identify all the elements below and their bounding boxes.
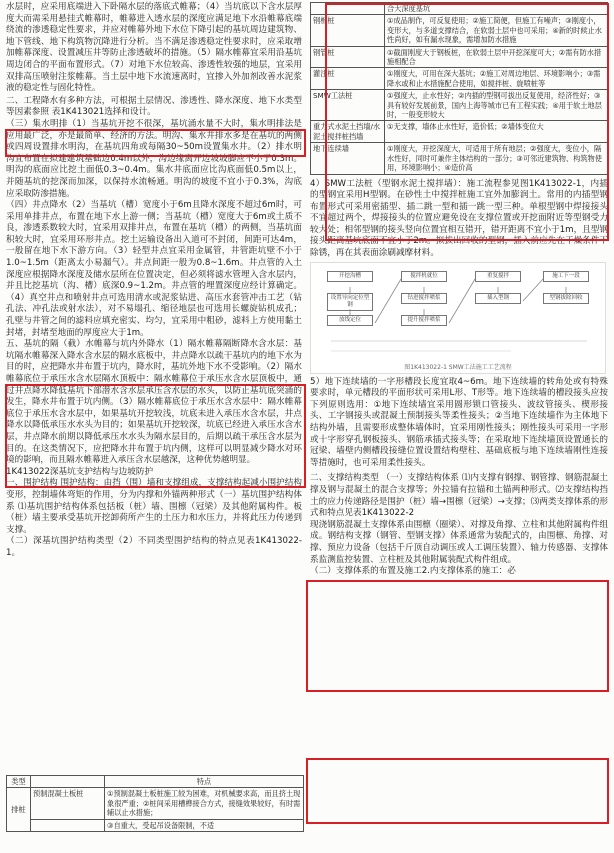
- table-cell-name: 预制混凝土板桩: [31, 788, 105, 819]
- diagram-caption: 图1K413022-1 SMW工法施工工艺流程: [404, 363, 512, 371]
- table-row: [311, 121, 608, 143]
- paragraph-waterproof-curtain: 水层时，应采用底端进入下卧隔水层的落底式帷幕；（4）当坑底以下含水层厚度大而需采用悬挂式帷幕时，帷幕进入透水层的深度应满足地下水沿帷幕底端绕流的渗透稳定性要求，并应对帷幕外地下水位下降引起的基坑周边建筑物、地下管线、地下构筑物沉降进行分析。当不满足渗透稳定性要求时，应采取增加帷幕深度、设置减压井等防止渗透破坏的措施。（5）隔水帷幕宜采用沿基坑周边闭合的平面布置形式。（7）对地下水位较高、渗透性较强的地层，宜采用双排高压喷射注浆帷幕。当土层中地下水流速离时，宜掺入外加剂改善水泥浆液的稳定性与固化特性。: [6, 2, 302, 94]
- flow-node: 设置导向定位型钢: [327, 293, 373, 311]
- paragraph-curtain-and-dewatering: 五、基坑的隔（截）水帷幕与坑内外降水（1）隔水帷幕隔断降水含水层：基坑隔水帷幕深入降水含水层的隔水底板中，井点降水以疏干基坑内的地下水为目的时，应把降水井布置于坑内，降水时，基坑外地下水不受影响。（2）隔水帷幕底位于承压水含水层隔水顶板中：隔水帷幕位于承压水含水层顶板中，通过井点降水降低基坑下部潜水含水层承压含水层的水头，以防止基坑底突涌的发生，降水井布置于坑内侧。（3）隔水帷幕底位于承压水含水层中：隔水帷幕底位于承压水含水层中，如果基坑开挖较浅，坑底未进入承压水含水层，井点降水以降低承压水水头为目的；如果基坑开挖较深，坑底已经进入承压水含水层，井点降水前期以降低承压水水头为隔水层目的，后期以疏干承压含水层为目的。在这类情况下，应把降水井布置于坑内侧，这样可以明显减少降水对环境的影响，而且隔水帷幕进入承压含水层越深，这种优势越明显。: [6, 339, 302, 466]
- paragraph-support-types: 二、支撑结构类型 （一）支撑结构体系 ⑴内支撑有钢撑、钢管撑、钢筋混凝土撑及钢与混凝土的混合支撑等；外拉锚有拉锚和土锚两种形式。⑵支撑结构挡土的应力传递路径是围护（桩）墙→围檩（冠梁）→支撑；⑶两类支撑体系的形式和特点见表1K413022-2: [310, 473, 608, 519]
- flow-node: 提升搅拌喷浆: [401, 315, 447, 326]
- table-row: [311, 90, 608, 121]
- section-heading-support-structure: 1K413022深基坑支护结构与边坡防护: [6, 466, 154, 477]
- paragraph-open-drainage: （三）集水明排（1）当基坑开挖不很深，基坑涌水量不大时，集水明排法是应用最广泛，亦是最简单、经济的方法。明沟、集水井排水多是在基坑的两侧或四周设置排水明沟，在基坑四角或每隔30~50m设置集水井。（2）排水明沟宜布置在拟建建筑基础边0.4m以外，沟边缘离开边坡坡脚应不小于0.3m。明沟的底面应比挖土面低0.3~0.4m。集水井底面应比沟底面低0.5m以上，并随基坑的挖深而加深，以保持水流畅通。明沟的坡度不宜小于0.3%，沟底应采取防渗措施。: [6, 118, 302, 199]
- table-row: [311, 15, 608, 46]
- left-column: [0, 0, 306, 560]
- smw-flow-diagram: [310, 262, 606, 374]
- flow-node: 钻进搅拌喷浆: [401, 293, 447, 304]
- table-cell-name: [31, 819, 105, 831]
- table-cell-desc: ①成品制作，可反复使用；②施工简便，但施工有噪声；③刚度小，变形大，与多道支撑结合，在软弱土层中也可采用；④新的时候止水性尚好，如有漏水现象，需增加防水措施: [385, 15, 608, 46]
- table-row: [7, 819, 304, 831]
- retaining-comparison-table: [310, 2, 608, 175]
- flow-node: 搅拌机就位: [401, 271, 447, 282]
- paragraph-retaining-structure: 一、围护结构 围护结构：由挡（围）墙和支撑组成，支撑结构起减小围护结构变形，控制墙体弯矩的作用，分为内撑和外锚两种形式（一）基坑围护结构体系 ⑴基坑围护结构体系包括板（桩）墙、围檩（冠梁）及其他附属构件。板（桩）墙主要承受基坑开挖卸荷所产生的土压力和水压力，并将此压力传递到支撑。: [6, 478, 302, 535]
- table-cell-name: 地下连续墙: [311, 143, 385, 174]
- flow-node: 插入型钢: [475, 293, 521, 304]
- table-header-features: 特点: [105, 776, 304, 788]
- paragraph-retaining-types: （二）深基坑围护结构类型（2）不同类型围护结构的特点见表1K413022-1。: [6, 536, 302, 558]
- table-cell-name: 灌注桩: [311, 68, 385, 90]
- table-cell-name: 钢板桩: [311, 15, 385, 46]
- flow-node: 放线定位: [327, 315, 373, 326]
- table-cell-desc: ①刚度大，开挖深度大，可适用于所有地层；②强度大，变位小，隔水性好，同时可兼作主体结构的一部分；③可邻近建筑物、构筑物使用，环境影响小；④造价高: [385, 143, 608, 174]
- retaining-types-table: [6, 775, 304, 832]
- table-cell-desc: ①截面刚度大于钢板桩，在软弱土层中开挖深度可大；②需有防水措施相配合: [385, 46, 608, 68]
- paragraph-support-systems: 现浇钢筋混凝土支撑体系由围檩（圈梁）、对撑及角撑、立柱和其他附属构件组成。钢结构支撑（钢管、型钢支撑）体系通常为装配式的，由围檩、角撑、对撑、预应力设备（包括千斤顶自动调压或人工调压装置）、轴力传感器、支撑体系监测监控装置、立柱桩及其他附属装配式构件组成。: [310, 519, 608, 565]
- flow-arrows: [311, 263, 607, 375]
- highlight-box-diaphragm-wall: [306, 580, 609, 692]
- paragraph-dewatering-methods: 二、工程降水有多种方法，可根据土层情况、渗透性、降水深度、地下水类型等因素参照 表1K413021选择和设计。: [6, 95, 302, 118]
- table-cell-name: 钢管桩: [311, 46, 385, 68]
- paragraph-support-layout: （二）支撑体系的布置及施工2.内支撑体系的施工：必: [310, 566, 516, 577]
- table-row: [311, 46, 608, 68]
- table-cell-desc: ①预制混凝土板桩施工较为困难，对机械要求高，而且挤土现象很严重；②桩间采用槽榫接合方式，接缝效果较好，有时需辅以止水措施；: [105, 788, 304, 819]
- flow-node: 施工下一段: [543, 271, 589, 282]
- paragraph-diaphragm-wall: 5）地下连续墙的一字形槽段长度宜取4~6m。地下连续墙的转角处或有特殊要求时，单元槽段的平面形状可采用L形、T形等。地下连续墙的槽段接头应按下列原则选用：①地下连续墙宜采用圆形锁口管接头、波纹管接头、楔形接头、工字钢接头或混凝土预制接头等柔性接头；②当地下连续墙作为主体地下结构外墙，且需要形成整体墙体时，宜采用刚性接头；刚性接头可采用一字形或十字形穿孔钢板接头、钢筋承插式接头等；在采取地下连续墙顶设置通长的冠梁、墙壁内侧槽段接缝位置设置结构壁柱、基础底板与地下连续墙刚性连接等措施时，也可采用柔性接头。: [310, 376, 608, 468]
- paragraph-well-point-dewatering: （四）井点降水（2）当基坑（槽）宽度小于6m且降水深度不超过6m时，可采用单排井点，布置在地下水上游一侧；当基坑（槽）宽度大于6m或土质不良，渗透系数较大时，宜采用双排井点，布置在基坑（槽）的两侧，当基坑面积较大时，宜采用环形井点。挖土运输设备出入道可不封闭，间距可达4m，一般留在地下水下游方向。（3）轻型井点宜采用金属管，井管距坑壁不小于1.0~1.5m（距离太小易漏气）。井点间距一般为0.8~1.6m。井点管的入土深度应根据降水深度及储水层所在位置决定，但必须将滤水管埋入含水层内，并且比挖基坑（沟、槽）底深0.9~1.2m。井点管的埋置深度应经计算确定。（4）真空井点和喷射井点可选用清水或泥浆钻进、高压水套管冲击工艺（钻孔法、冲孔法或射水法），对不易塌孔、缩径地层也可选用长螺旋钻机成孔；孔壁与井管之间的滤料应填充密实、均匀，宜采用中粗砂，滤料上方使用黏土封堵，封堵至地面的厚度应大于1m。: [6, 200, 302, 338]
- table-row: [7, 788, 304, 819]
- table-row: [311, 143, 608, 174]
- table-header-blank: [31, 776, 105, 788]
- paragraph-smw-method: 4）SMW工法桩（型钢水泥土搅拌墙）：施工流程参见图1K413022-1，内插的型钢宜采用H型钢。在砂性土中搅拌桩施工宜外加膨润土。常用的内插型钢布置形式可采用密插型、插二跳一型和插一跳一型三种。单根型钢中焊接接头不宜超过两个，焊接接头的位置应避免设在支撑位置或开挖面附近等型钢受力较大处；相邻型钢的接头竖向位置宜相互错开，错开距离不宜小于1m，且型钢接头距离基坑底面不宜小于2m。拟拔出回收的型钢，插入前应先在干燥条件下除锈，再在其表面涂刷减摩材料。: [310, 178, 608, 259]
- table-row-group: 排桩: [7, 788, 31, 832]
- right-column: [306, 0, 614, 578]
- table-cell-name: SMW工法桩: [311, 90, 385, 121]
- table-cell-desc: ①无支撑，墙体止水性好，造价低；②墙体变位大: [385, 121, 608, 143]
- table-header-type: 类型: [7, 776, 31, 788]
- table-continued-header: 合大深度基坑: [385, 3, 608, 15]
- table-cell-desc: ③自重大，受起吊设备限制，不适: [105, 819, 304, 831]
- table-cell-desc: ①刚度大，可用在深大基坑；②施工对周边地层、环境影响小；③需降水或和止水措施配合使用，如搅拌桩、旋喷桩等: [385, 68, 608, 90]
- table-cell-desc: ①强度大，止水性好；②内插的型钢可拔出反复使用，经济性好；③具有较好发展前景，国内上海等城市已有工程实践；④用于软土地层时，一般变形较大: [385, 90, 608, 121]
- table-row: [311, 68, 608, 90]
- flow-node: 开挖沟槽: [327, 271, 373, 282]
- flow-node: 重复搅拌: [475, 271, 521, 282]
- flow-node: 型钢拔除回收: [543, 293, 589, 304]
- highlight-box-support-systems: [306, 758, 609, 824]
- table-cell-name: 重力式水泥土挡墙/水泥土搅拌桩挡墙: [311, 121, 385, 143]
